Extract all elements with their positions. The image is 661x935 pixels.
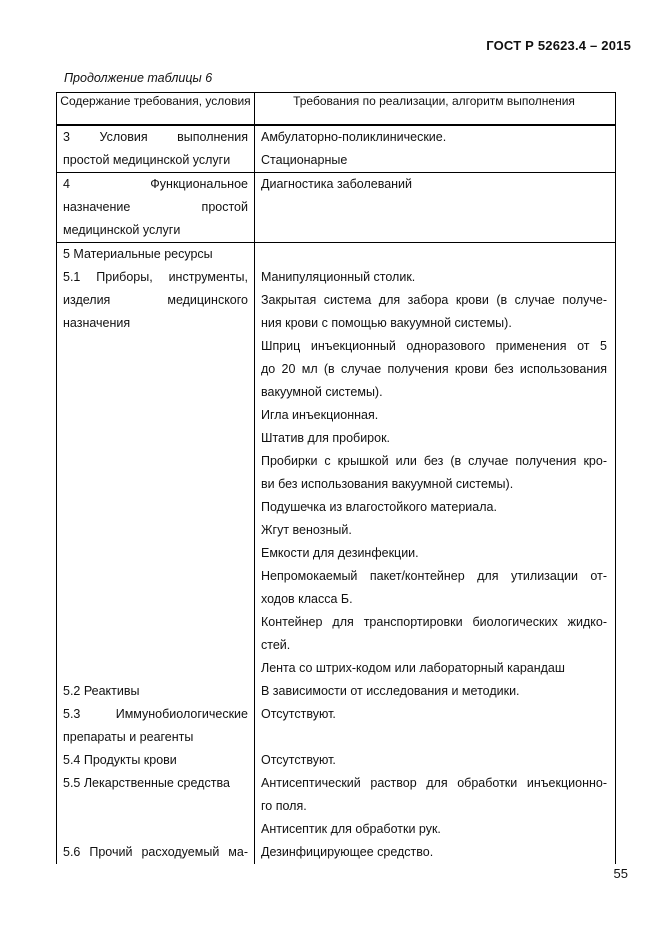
row-requirement-cell	[57, 749, 255, 772]
row-implementation-cell	[255, 243, 613, 266]
column-header-requirement: Содержание требования, условия	[57, 93, 255, 124]
cell-line: Стационарные	[261, 153, 348, 167]
cell-line: Амбулаторно-поликлинические.	[261, 130, 447, 144]
row-requirement-cell	[57, 703, 255, 749]
row-requirement-cell	[57, 173, 255, 242]
table-row	[57, 126, 615, 173]
cell-line: Игла инъекционная.	[261, 408, 379, 422]
row-implementation-cell	[255, 266, 613, 680]
table-row	[57, 243, 615, 266]
table-row	[57, 266, 615, 680]
cell-line: Отсутствуют.	[261, 753, 336, 767]
cell-line: Жгут венозный.	[261, 523, 352, 537]
cell-line: Емкости для дезинфекции.	[261, 546, 419, 560]
row-implementation-cell	[255, 680, 613, 703]
cell-line: Антисептик для обработки рук.	[261, 822, 441, 836]
cell-line: назначение простой	[63, 200, 248, 214]
cell-line: 5.5 Лекарственные средства	[63, 776, 230, 790]
cell-line: 5.3 Иммунобиологические	[63, 707, 248, 721]
row-requirement-cell	[57, 266, 255, 680]
cell-line: ния крови с помощью вакуумной системы).	[261, 316, 512, 330]
cell-line: В зависимости от исследования и методики.	[261, 684, 520, 698]
row-implementation-cell	[255, 126, 613, 172]
cell-line: Контейнер для транспортировки биологических жидко-	[261, 615, 607, 629]
row-requirement-cell	[57, 841, 255, 864]
cell-line: простой медицинской услуги	[63, 153, 231, 167]
table-caption: Продолжение таблицы 6	[64, 71, 213, 85]
cell-line: Шприц инъекционный одноразового применения от 5	[261, 339, 607, 353]
page-number: 55	[613, 866, 628, 881]
cell-line: Дезинфицирующее средство.	[261, 845, 434, 859]
cell-line: 5.1 Приборы, инструменты,	[63, 270, 248, 284]
cell-line: Отсутствуют.	[261, 707, 336, 721]
document-code: ГОСТ Р 52623.4 – 2015	[486, 38, 631, 53]
column-header-implementation: Требования по реализации, алгоритм выполнения	[293, 94, 575, 108]
cell-line: 5.4 Продукты крови	[63, 753, 177, 767]
cell-line: 5.2 Реактивы	[63, 684, 140, 698]
cell-line: Лента со штрих-кодом или лабораторный карандаш	[261, 661, 565, 675]
cell-line: изделия медицинского	[63, 293, 248, 307]
cell-line: 5 Материальные ресурсы	[63, 247, 213, 261]
cell-line: стей.	[261, 638, 291, 652]
cell-line: Непромокаемый пакет/контейнер для утилизации от-	[261, 569, 607, 583]
cell-line: препараты и реагенты	[63, 730, 194, 744]
row-requirement-cell	[57, 680, 255, 703]
row-requirement-cell	[57, 126, 255, 172]
row-implementation-cell	[255, 703, 613, 749]
row-implementation-cell	[255, 841, 613, 864]
table-row	[57, 680, 615, 703]
cell-line: вакуумной системы).	[261, 385, 383, 399]
row-implementation-cell	[255, 772, 613, 841]
cell-line: Закрытая система для забора крови (в случае получе-	[261, 293, 607, 307]
cell-line: назначения	[63, 316, 131, 330]
cell-line: Диагностика заболеваний	[261, 177, 413, 191]
cell-line: 3 Условия выполнения	[63, 130, 248, 144]
cell-line: Манипуляционный столик.	[261, 270, 416, 284]
table-row	[57, 703, 615, 749]
table-header	[57, 93, 615, 126]
cell-line: го поля.	[261, 799, 307, 813]
row-implementation-cell	[255, 749, 613, 772]
cell-line: ходов класса Б.	[261, 592, 353, 606]
cell-line: Подушечка из влагостойкого материала.	[261, 500, 497, 514]
table-row	[57, 173, 615, 243]
cell-line: Антисептический раствор для обработки инъекционно-	[261, 776, 607, 790]
table-row	[57, 841, 615, 864]
table-row	[57, 749, 615, 772]
row-requirement-cell	[57, 243, 255, 266]
row-requirement-cell	[57, 772, 255, 841]
cell-line: 5.6 Прочий расходуемый ма-	[63, 845, 248, 859]
requirements-table	[56, 92, 616, 864]
cell-line: до 20 мл (в случае получения крови без использования	[261, 362, 607, 376]
cell-line: 4 Функциональное	[63, 177, 248, 191]
cell-line: Пробирки с крышкой или без (в случае получения кро-	[261, 454, 607, 468]
cell-line: ви без использования вакуумной системы).	[261, 477, 514, 491]
row-implementation-cell	[255, 173, 613, 242]
cell-line: Штатив для пробирок.	[261, 431, 391, 445]
cell-line: медицинской услуги	[63, 223, 181, 237]
table-row	[57, 772, 615, 841]
